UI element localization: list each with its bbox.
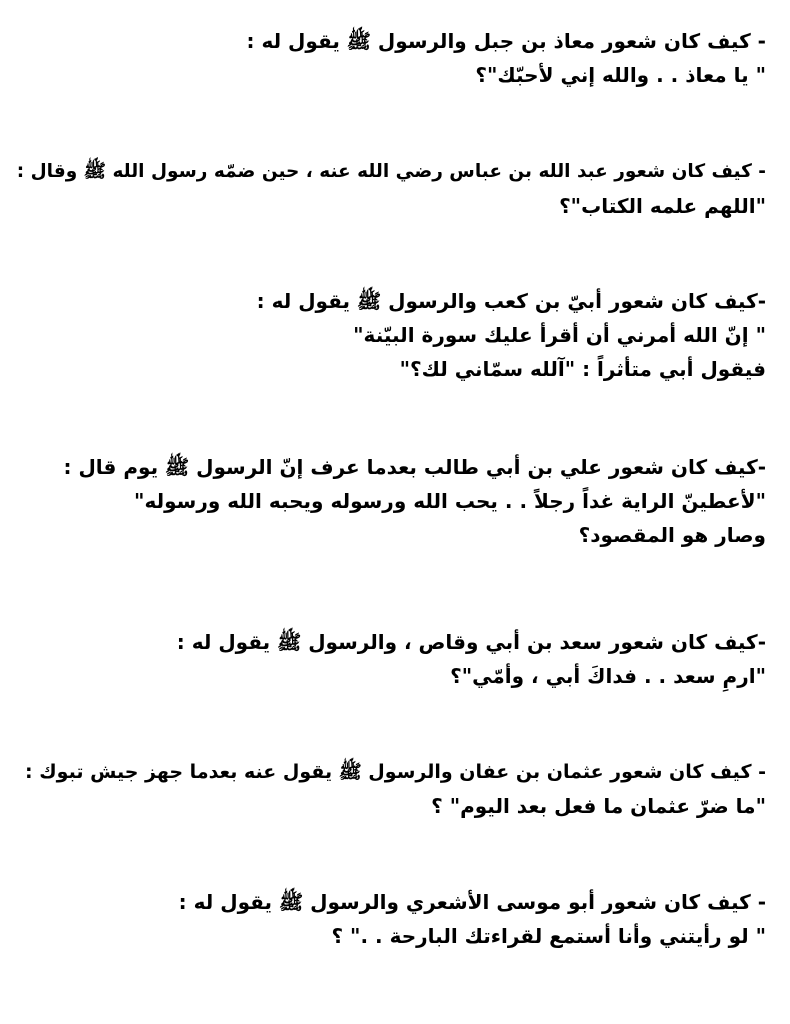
paragraph-abu-musa bbox=[8, 885, 766, 953]
question-line: - كيف كان شعور عبد الله بن عباس رضي الله عنه ، حين ضمّه رسول الله ﷺ وقال : bbox=[16, 161, 766, 182]
quote-line: "ما ضرّ عثمان ما فعل بعد اليوم" ؟ bbox=[431, 794, 766, 818]
question-line: - كيف كان شعور عثمان بن عفان والرسول ﷺ يقول عنه بعدما جهز جيش تبوك : bbox=[25, 761, 766, 783]
paragraph-muadh bbox=[8, 24, 766, 92]
question-line: -كيف كان شعور سعد بن أبي وقاص ، والرسول ﷺ يقول له : bbox=[176, 630, 766, 654]
paragraph-ibn-abbas bbox=[8, 155, 766, 223]
quote-line: " إنّ الله أمرني أن أقرأ عليك سورة البيّنة" bbox=[353, 323, 766, 347]
quote-line: " لو رأيتني وأنا أستمع لقراءتك البارحة . ." ؟ bbox=[331, 924, 766, 948]
question-line: -كيف كان شعور علي بن أبي طالب بعدما عرف إنّ الرسول ﷺ يوم قال : bbox=[63, 455, 766, 479]
reply-line: فيقول أبي متأثراً : "آلله سمّاني لك؟" bbox=[399, 357, 766, 381]
paragraph-saad bbox=[8, 625, 766, 693]
paragraph-ali bbox=[8, 450, 766, 552]
quote-line: " يا معاذ . . والله إني لأحبّك"؟ bbox=[475, 63, 766, 87]
quote-line: "اللهم علمه الكتاب"؟ bbox=[559, 194, 766, 218]
quote-line: "ارمِ سعد . . فداكَ أبي ، وأمّي"؟ bbox=[450, 664, 766, 688]
closing-line: وصار هو المقصود؟ bbox=[578, 523, 766, 547]
question-line: -كيف كان شعور أبيّ بن كعب والرسول ﷺ يقول له : bbox=[256, 289, 766, 313]
paragraph-ubayy bbox=[8, 284, 766, 386]
question-line: - كيف كان شعور أبو موسى الأشعري والرسول ﷺ يقول له : bbox=[178, 890, 766, 914]
quote-line: "لأعطينّ الراية غداً رجلاً . . يحب الله ورسوله ويحبه الله ورسوله" bbox=[134, 489, 766, 513]
question-line: - كيف كان شعور معاذ بن جبل والرسول ﷺ يقول له : bbox=[246, 29, 766, 53]
paragraph-uthman bbox=[8, 755, 766, 823]
